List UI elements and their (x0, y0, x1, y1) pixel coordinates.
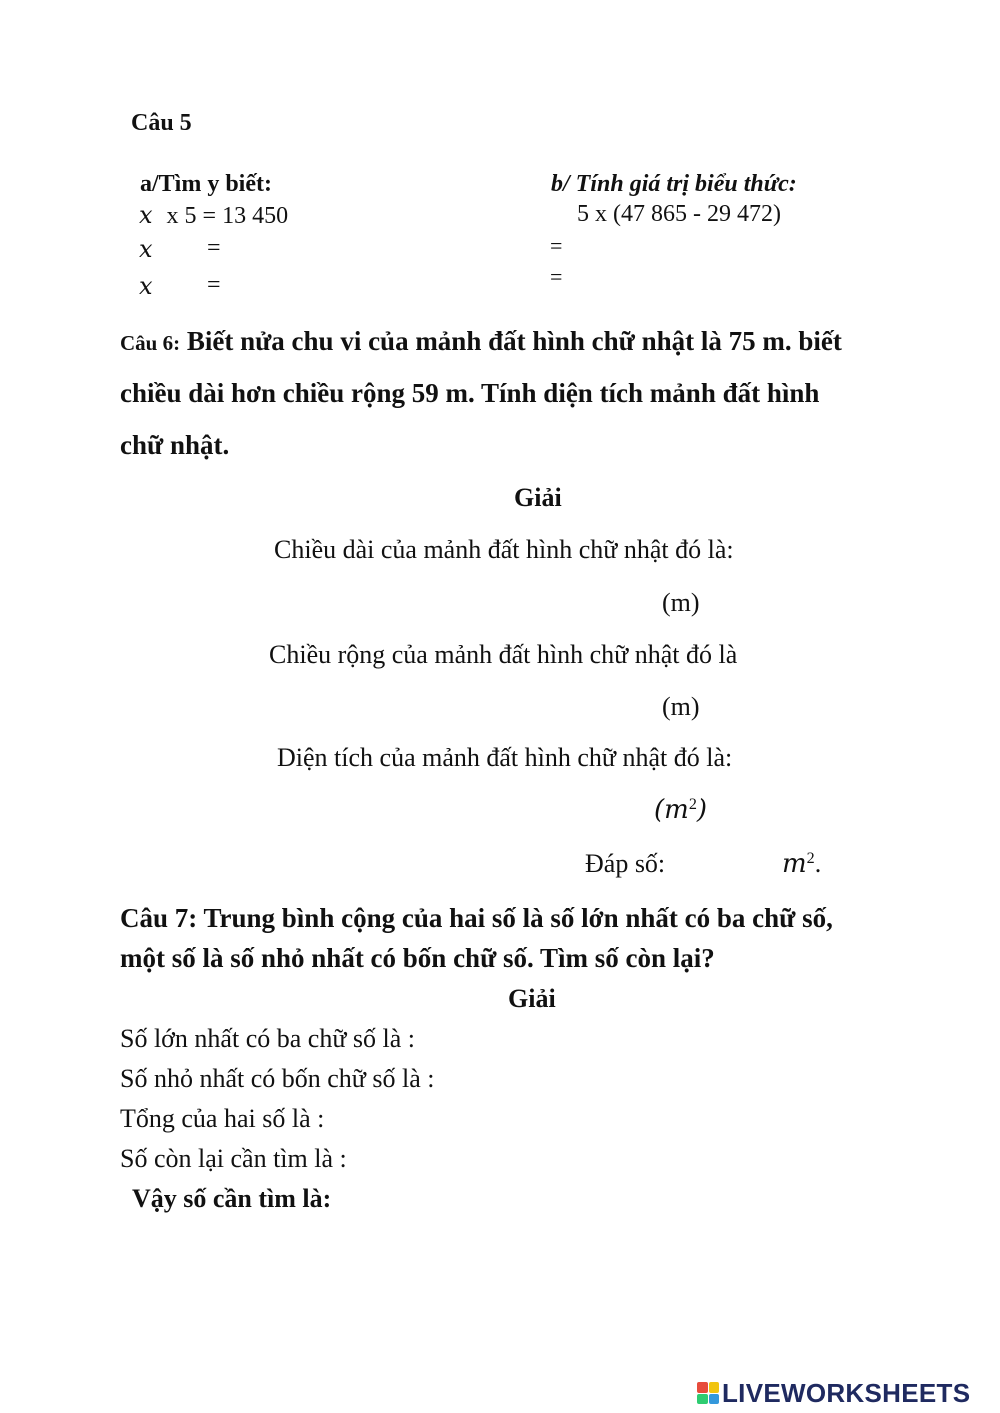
variable-x: x (139, 272, 153, 300)
q5-title: Câu 5 (131, 110, 192, 136)
q7-step: Số lớn nhất có ba chữ số là : (120, 1024, 416, 1053)
q7-step: Tổng của hai số là : (120, 1104, 325, 1133)
exponent: 2 (688, 796, 697, 814)
q7-step: Số còn lại cần tìm là : (120, 1144, 347, 1173)
q5a-line3 (139, 272, 221, 301)
q5a-equation: x 5 = 13 450 (166, 203, 289, 229)
equals-sign: = (550, 264, 563, 289)
q6-width-text: Chiều rộng của mảnh đất hình chữ nhật đó là (269, 640, 738, 669)
q7-line2: một số là số nhỏ nhất có bốn chữ số. Tìm số còn lại? (120, 943, 715, 973)
equals-sign: = (207, 272, 221, 298)
q6-line1 (120, 326, 842, 357)
q6-area-text: Diện tích của mảnh đất hình chữ nhật đó là: (277, 743, 733, 772)
exponent: 2 (806, 850, 815, 868)
q6-solution-heading: Giải (514, 483, 562, 512)
q6-label: Câu 6: (120, 331, 181, 355)
brand-name: LIVEWORKSHEETS (722, 1377, 971, 1408)
q7-solution-heading: Giải (508, 984, 556, 1013)
equals-sign: = (207, 235, 221, 261)
q6-width-unit: (m) (662, 692, 700, 721)
liveworksheets-logo (697, 1378, 970, 1408)
q5a-heading: a/Tìm y biết: (140, 171, 272, 197)
q6-line2: chiều dài hơn chiều rộng 59 m. Tính diện tích mảnh đất hình (120, 378, 820, 408)
q7-line1: Câu 7: Trung bình cộng của hai số là số lớn nhất có ba chữ số, (120, 903, 833, 933)
q5a-line2 (139, 235, 221, 264)
q6-line3: chữ nhật. (120, 430, 230, 460)
variable-x: x (139, 235, 153, 263)
variable-x: x (139, 201, 153, 229)
q5b-expression: 5 x (47 865 - 29 472) (577, 201, 781, 227)
equals-sign: = (550, 233, 563, 258)
q6-area-unit: $(m^2)$ (654, 795, 708, 825)
q6-length-text: Chiều dài của mảnh đất hình chữ nhật đó là: (274, 535, 734, 564)
q6-answer-label: Đáp số: (585, 849, 666, 878)
q6-text-line1: Biết nửa chu vi của mảnh đất hình chữ nhật là 75 m. biết (186, 326, 842, 356)
q7-conclusion: Vậy số cần tìm là: (132, 1184, 332, 1213)
q7-step: Số nhỏ nhất có bốn chữ số là : (120, 1064, 435, 1093)
q5a-line1 (139, 201, 288, 230)
q6-answer-unit: $m^2$. (782, 849, 822, 879)
liveworksheets-logo-icon (697, 1382, 719, 1404)
q5b-heading: b/ Tính giá trị biểu thức: (551, 171, 797, 197)
q6-length-unit: (m) (662, 588, 700, 617)
